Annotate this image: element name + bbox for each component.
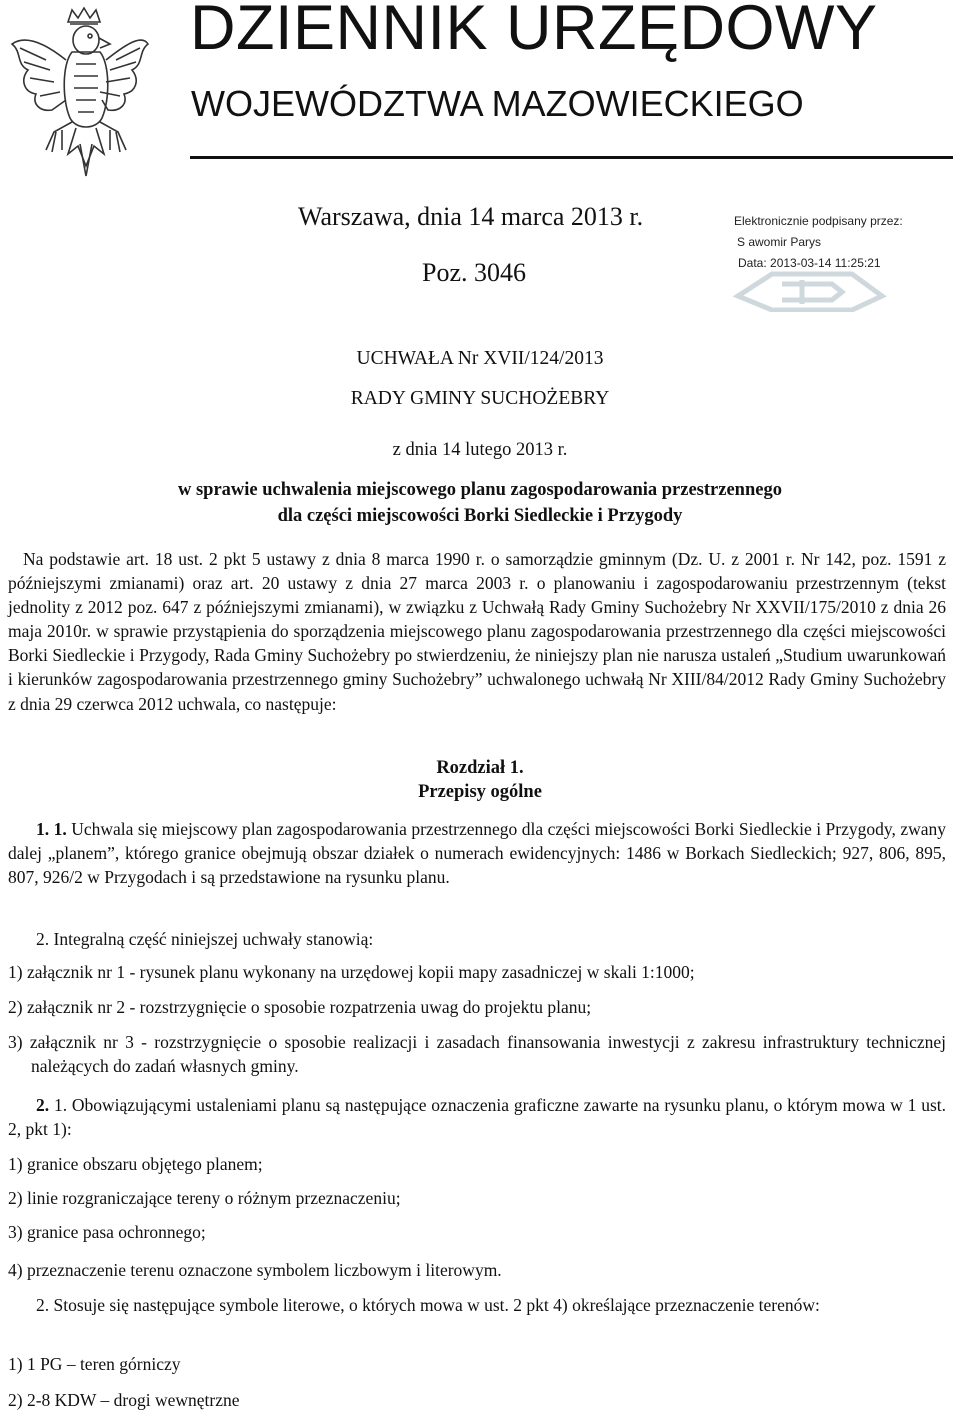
list-item: 1) załącznik nr 1 - rysunek planu wykonany na urzędowej kopii mapy zasadniczej w skali 1:1000; [8,962,695,982]
list-item: 1) 1 PG – teren górniczy [8,1354,181,1374]
section-1-label: 1. 1. [36,819,67,839]
place-date: Warszawa, dnia 14 marca 2013 r. [298,202,644,231]
section-2-point-2: 2. Stosuje się następujące symbole literowe, o których mowa w ust. 2 pkt 4) określające przeznaczenie terenów: [36,1295,820,1315]
resolution-number: UCHWAŁA Nr XVII/124/2013 [356,348,604,369]
list-item: 3) granice pasa ochronnego; [8,1222,206,1242]
resolution-date: z dnia 14 lutego 2013 r. [392,440,568,460]
electronic-signature-block [728,212,958,312]
chapter-number: Rozdział 1. [436,758,524,778]
resolution-subject-line1: w sprawie uchwalenia miejscowego planu zagospodarowania przestrzennego [178,480,782,500]
section-2-text: 1. Obowiązującymi ustaleniami planu są następujące oznaczenia graficzne zawarte na rysunku planu, o którym mowa w 1 ust. 2, pkt 1): [8,1095,946,1140]
list-item: 3) załącznik nr 3 - rozstrzygnięcie o sposobie realizacji i zasadach finansowania inwestycji z zakresu infrastruktury technicznej należących do zadań własnych gminy. [8,1032,946,1077]
journal-title: DZIENNIK URZĘDOWY [190,0,878,63]
resolution-subject-line2: dla części miejscowości Borki Siedleckie i Przygody [277,506,683,526]
signature-name: S awomir Parys [737,235,822,249]
section-2-paragraph [8,1093,946,1141]
section-1-point-2: 2. Integralną część niniejszej uchwały stanowią: [36,929,374,949]
chapter-title: Przepisy ogólne [418,782,542,802]
list-item: 2) 2-8 KDW – drogi wewnętrzne [8,1390,240,1410]
list-item: 2) linie rozgraniczające tereny o różnym przeznaczeniu; [8,1188,401,1208]
section-1-paragraph [8,817,946,889]
signature-date: Data: 2013-03-14 11:25:21 [738,256,881,270]
section-2-label: 2. [36,1095,50,1115]
intro-paragraph: Na podstawie art. 18 ust. 2 pkt 5 ustawy z dnia 8 marca 1990 r. o samorządzie gminnym (Dz. U. z 2001 r. Nr 142, poz. 1591 z późniejszymi zmianami) oraz art. 20 ustawy z dnia 27 marca 2003 r. o planowaniu i zagospodarowaniu przestrzennym (tekst jednolity z 2012 poz. 647 z późniejszymi zmianami), w związku z Uchwałą Rady Gminy Suchożebry Nr XXVII/175/2010 z dnia 26 maja 2010r. w sprawie przystąpienia do sporządzenia miejscowego planu zagospodarowania przestrzennego dla części miejscowości Borki Siedleckie i Przygody, Rada Gminy Suchożebry po stwierdzeniu, że niniejszy plan nie narusza ustaleń „Studium uwarunkowań i kierunków zagospodarowania przestrzennego gminy Suchożebry” uchwalonego uchwałą Nr XIII/84/2012 Rady Gminy Suchożebry z dnia 29 czerwca 2012 uchwala, co następuje: [8,549,946,714]
section-1-text: Uchwala się miejscowy plan zagospodarowania przestrzennego dla części miejscowości Borki Siedleckie i Przygody, zwany dalej „planem”, którego granice obejmują obszar działek o numerach ewidencyjnych: 1486 w Borkach Siedleckich; 927, 806, 895, 807, 926/2 w Przygodach i są przedstawione na rysunku planu. [8,819,947,888]
header-rule [190,156,953,159]
position-number: Poz. 3046 [422,258,526,287]
polish-eagle-emblem-icon [6,4,152,182]
list-item: 4) przeznaczenie terenu oznaczone symbolem liczbowym i literowym. [8,1260,502,1280]
list-item: 2) załącznik nr 2 - rozstrzygnięcie o sposobie rozpatrzenia uwag do projektu planu; [8,997,592,1017]
resolution-body: RADY GMINY SUCHOŻEBRY [350,388,610,409]
signature-label: Elektronicznie podpisany przez: [734,214,903,228]
journal-subtitle: WOJEWÓDZTWA MAZOWIECKIEGO [191,83,804,124]
list-item: 1) granice obszaru objętego planem; [8,1154,263,1174]
